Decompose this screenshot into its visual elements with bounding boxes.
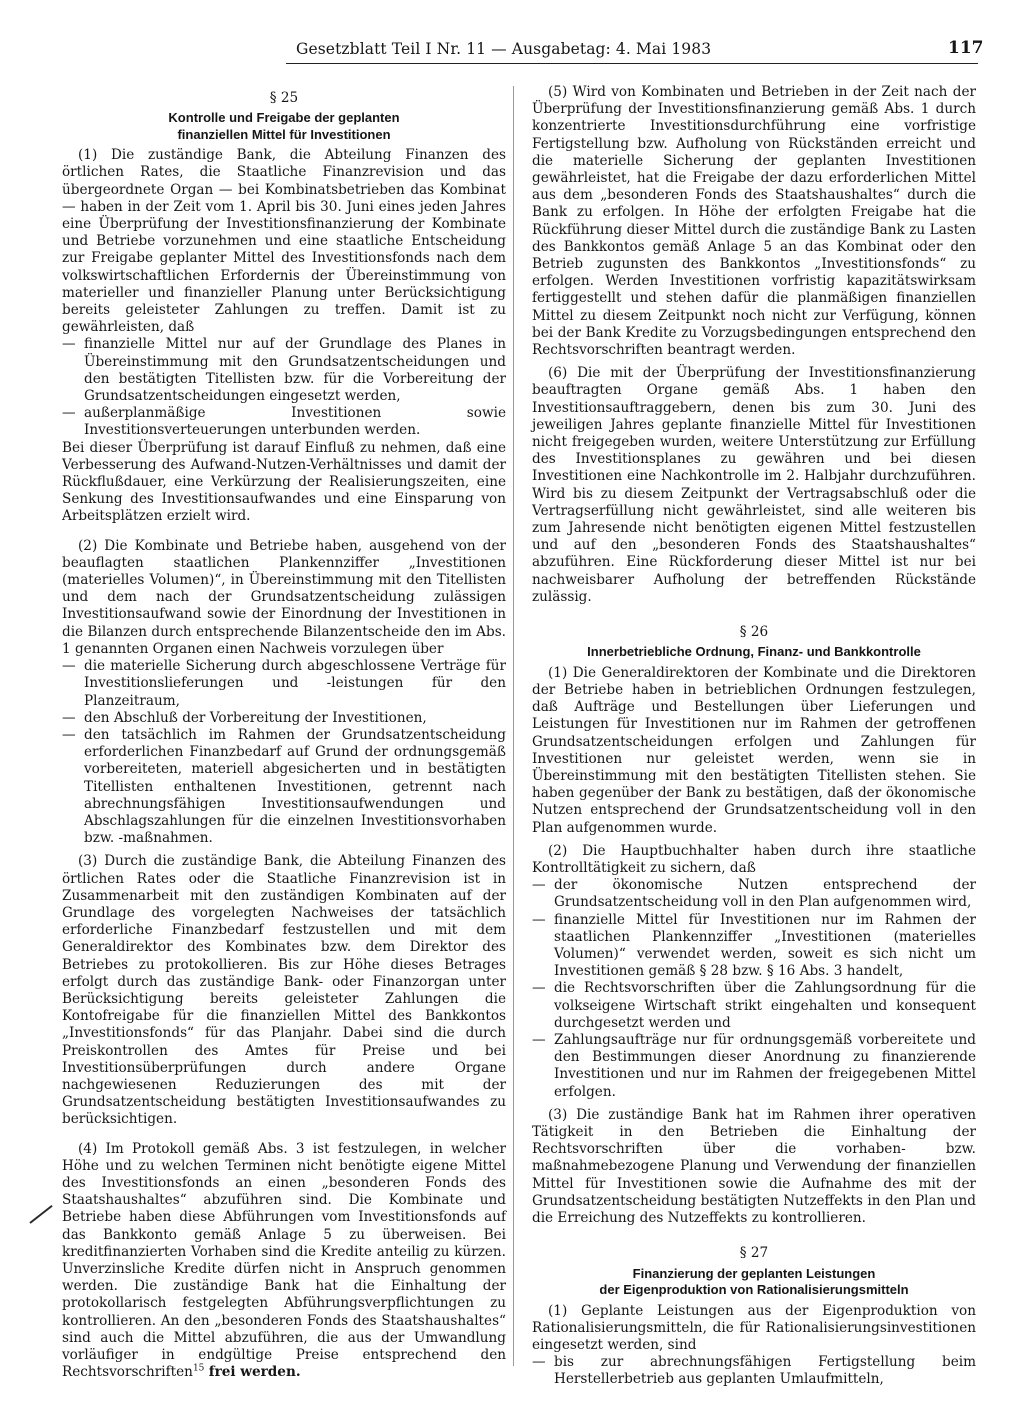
- dash-bullet: —: [532, 1354, 546, 1371]
- list-item-text: Zahlungsaufträge nur für ordnungsgemäß vorbereitete und den Bestimmungen dieser Anordnung zu finanzierende Investitionen und nur im Rahmen der freigegebenen Mittel erfolgen.: [554, 1032, 976, 1100]
- dash-bullet: —: [62, 405, 76, 422]
- list-item-text: die materielle Sicherung durch abgeschlossene Verträge für Investitionslieferungen und -leistungen für den Planzeitraum,: [84, 658, 506, 709]
- section-25-title: [62, 110, 506, 143]
- list-item: [62, 336, 506, 405]
- dash-bullet: —: [62, 726, 76, 743]
- dash-bullet: —: [62, 709, 76, 726]
- section-27-title: [532, 1266, 976, 1299]
- s25-paragraph-1-conclusion: Bei dieser Überprüfung ist darauf Einfluß zu nehmen, daß eine Verbesserung des Aufwand-Nutzen-Verhältnisses und damit der Rückflußdauer, eine Verkürzung der Realisierungszeiten, eine Senkung des Investitionsaufwandes und eine Einsparung von Arbeitsplätzen erzielt wird.: [62, 439, 506, 525]
- page-header: [0, 40, 1024, 66]
- s25-paragraph-4: [62, 1141, 506, 1382]
- list-item-text: die Rechtsvorschriften über die Zahlungsordnung für die volkseigene Wirtschaft strikt eingehalten und konsequent durchgesetzt werden und: [554, 980, 976, 1031]
- left-column: [62, 84, 506, 1387]
- section-25-title-line-1: Kontrolle und Freigabe der geplanten: [168, 110, 400, 126]
- s25-paragraph-3: (3) Durch die zuständige Bank, die Abteilung Finanzen des örtlichen Rates oder die Staatliche Finanzrevision ist in Zusammenarbeit mit den zuständigen Kombinaten auf der Grundlage des vorgelegten Nachweises der tatsächlich erforderliche Finanzbedarf festzustellen und mit dem Generaldirektor des Kombinates bzw. dem Direktor des Betriebes zu protokollieren. Bis zur Höhe dieses Betrages erfolgt durch das zuständige Bank- oder Finanzorgan unter Berücksichtigung bereits geleisteter Zahlungen die Kontofreigabe für die finanziellen Mittel des Bankkontos „Investitionsfonds“ für das Planjahr. Dabei sind die durch Preiskontrollen des Amtes für Preise und bei Investitionsüberprüfungen durch andere Organe nachgewiesenen Reduzierungen des mit der Grundsatzentscheidung bestätigten Investitionsaufwandes zu berücksichtigen.: [62, 853, 506, 1128]
- section-26-number: § 26: [739, 624, 769, 641]
- dash-bullet: —: [532, 911, 546, 928]
- list-item-text: bis zur abrechnungsfähigen Fertigstellung beim Herstellerbetrieb aus geplanten Umlaufmitteln,: [554, 1354, 976, 1388]
- s25-paragraph-4-end: frei werden.: [208, 1364, 301, 1381]
- list-item-text: finanzielle Mittel für Investitionen nur im Rahmen der staatlichen Plankennziffer „Investitionen (materielles Volumen)“ verwendet werden, soweit es sich nicht um Investitionen gemäß § 28 bzw. § 16 Abs. 3 handelt,: [554, 911, 976, 980]
- s26-paragraph-1: (1) Die Generaldirektoren der Kombinate und die Direktoren der Betriebe haben in betrieblichen Ordnungen festzulegen, daß Aufträge und Bestellungen über Lieferungen und Leistungen für Investitionen nur im Rahmen der getroffenen Grundsatzentscheidungen erfolgen und Zahlungen für Investitionen nur geleistet werden, wenn sie in Übereinstimmung mit den bestätigten Titellisten stehen. Sie haben gegenüber der Bank zu bestätigen, daß der ökonomische Nutzen entsprechend der Grundsatzentscheidung voll in den Plan aufgenommen wurde.: [532, 664, 976, 836]
- section-27-number: § 27: [739, 1245, 769, 1262]
- dash-bullet: —: [532, 877, 546, 894]
- list-item: [62, 727, 506, 847]
- list-item-text: finanzielle Mittel nur auf der Grundlage des Planes in Übereinstimmung mit den Grundsatzentscheidungen und den bestätigten Titellisten bzw. für die Vorbereitung der Grundsatzentscheidungen eingesetzt werden,: [84, 336, 506, 405]
- list-item: [62, 405, 506, 439]
- list-item-text: außerplanmäßige Investitionen sowie Investitionsverteuerungen unterbunden werden.: [84, 405, 506, 439]
- list-item: [532, 1354, 976, 1388]
- section-27-title-line-1: Finanzierung der geplanten Leistungen: [632, 1265, 876, 1281]
- margin-pen-mark: [29, 1205, 52, 1224]
- s27-paragraph-1: (1) Geplante Leistungen aus der Eigenproduktion von Rationalisierungsmitteln, die für Rationalisierungsinvestitionen eingesetzt werden, sind: [532, 1302, 976, 1353]
- s25-paragraph-6: (6) Die mit der Überprüfung der Investitionsfinanzierung beauftragten Organe gemäß Abs. 1 haben den Investitionsauftraggebern, denen bis zum 30. Juni des jeweiligen Jahres geplante finanzielle Mittel für Investitionen nicht freigegeben wurden, weitere Unterstützung zur Erfüllung des Investitionsplanes zu gewähren und bei diesen Investitionen eine Nachkontrolle im 2. Halbjahr durchzuführen. Wird bis zu diesem Zeitpunkt der Vertragsabschluß oder die Vertragserfüllung nicht gewährleistet, sind alle weiteren bis zum Jahresende nicht benötigten eigenen Mittel festzustellen und auf den „besonderen Fonds des Staatshaushaltes“ abzuführen. Eine Rückforderung dieser Mittel ist nur bei nachweisbarer Aufholung der betreffenden Rückstände zulässig.: [532, 365, 976, 605]
- list-item: [532, 980, 976, 1032]
- list-item-text: der ökonomische Nutzen entsprechend der Grundsatzentscheidung voll in den Plan aufgenommen wird,: [554, 877, 976, 911]
- s25-paragraph-2: (2) Die Kombinate und Betriebe haben, ausgehend von der beauflagten staatlichen Plankennziffer „Investitionen (materielles Volumen)“, in Übereinstimmung mit den Titellisten und dem nach der Grundsatzentscheidung zulässigen Investitionsaufwand sowie der Einordnung der Investitionen in die Bilanzen durch entsprechende Bilanzentscheide den im Abs. 1 genannten Organen einen Nachweis vorzulegen über: [62, 537, 506, 657]
- dash-bullet: —: [62, 658, 76, 675]
- dash-bullet: —: [532, 980, 546, 997]
- page-number: 117: [948, 38, 984, 58]
- list-item: [62, 710, 506, 727]
- dash-bullet: —: [62, 336, 76, 353]
- s26-paragraph-2: (2) Die Hauptbuchhalter haben durch ihre staatliche Kontrolltätigkeit zu sichern, daß: [532, 842, 976, 877]
- header-rule: [286, 63, 978, 64]
- s25-paragraph-4-text: (4) Im Protokoll gemäß Abs. 3 ist festzulegen, in welcher Höhe und zu welchen Terminen nicht benötigte eigene Mittel des Investitionsfonds an einen „besonderen Fonds des Staatshaushaltes“ abzuführen sind. Die Kombinate und Betriebe haben diese Abführungen vom Investitionsfonds auf das Bankkonto gemäß Anlage 5 zu überweisen. Bei kreditfinanzierten Vorhaben sind die Kredite anteilig zu kürzen. Unverzinsliche Kredite dürfen nicht in Anspruch genommen werden. Die zuständige Bank hat die Einhaltung der protokollarisch festgelegten Abführungsverpflichtungen zu kontrollieren. An den „besonderen Fonds des Staatshaushaltes“ sind auch die Mittel abzuführen, die aus der Umwandlung vorläufiger in endgültige Preise entsprechend den Rechtsvorschriften: [62, 1140, 506, 1381]
- header-title: Gesetzblatt Teil I Nr. 11 — Ausgabetag: 4. Mai 1983: [296, 40, 712, 58]
- section-25-number: § 25: [269, 90, 299, 106]
- list-item: [532, 912, 976, 981]
- list-item: [62, 658, 506, 710]
- right-column: [532, 84, 976, 1389]
- s25-paragraph-5: (5) Wird von Kombinaten und Betrieben in der Zeit nach der Überprüfung der Investitionsfinanzierung gemäß Abs. 1 durch konzentrierte Investitionsdurchführung eine vorfristige Fertigstellung bzw. Aufholung von Rückständen erreicht und die materielle Sicherung der geplanten Investitionen gewährleistet, hat die Freigabe der dazu erforderlichen Mittel aus dem „besonderen Fonds des Staatshaushaltes“ durch die Bank zu erfolgen. In Höhe der erfolgten Freigabe hat die Rückführung dieser Mittel durch die zuständige Bank zu Lasten des Bankkontos gemäß Anlage 5 an das Kombinat oder den Betrieb zugunsten des Bankkontos „Investitionsfonds“ zu erfolgen. Werden Investitionen vorfristig kapazitätswirksam fertiggestellt und stehen dafür die planmäßigen finanziellen Mittel zu diesem Zeitpunkt noch nicht zur Verfügung, können bei der Bank Kredite zu Vorzugsbedingungen entsprechend den Rechtsvorschriften beantragt werden.: [532, 84, 976, 359]
- s25-paragraph-1: (1) Die zuständige Bank, die Abteilung Finanzen des örtlichen Rates, die Staatliche Finanzrevision und das übergeordnete Organ — bei Kombinatsbetrieben das Kombinat — haben in der Zeit vom 1. April bis 30. Juni eines jeden Jahres eine Überprüfung der Investitionsfinanzierung der Kombinate und Betriebe vorzunehmen und eine staatliche Entscheidung zur Freigabe geplanter Mittel des Investitionsfonds nach dem volkswirtschaftlichen Erfordernis der Übereinstimmung von materieller und finanzieller Planung unter Berücksichtigung bereits geleisteter Zahlungen zu treffen. Damit ist zu gewährleisten, daß: [62, 147, 506, 336]
- column-separator: [513, 86, 514, 1366]
- s26-paragraph-3: (3) Die zuständige Bank hat im Rahmen ihrer operativen Tätigkeit in den Betrieben die Einhaltung der Rechtsvorschriften über die vorhaben- bzw. maßnahmebezogene Planung und Verwendung der finanziellen Mittel für Investitionen sowie die Aufnahme des mit der Grundsatzentscheidung bestätigten Nutzeffekts in den Plan und die Erreichung des Nutzeffekts zu kontrollieren.: [532, 1106, 976, 1227]
- list-item-text: den Abschluß der Vorbereitung der Investitionen,: [84, 709, 427, 726]
- list-item: [532, 1032, 976, 1101]
- section-27-title-line-2: der Eigenproduktion von Rationalisierungsmitteln: [599, 1282, 909, 1297]
- list-item: [532, 877, 976, 911]
- section-26-title: Innerbetriebliche Ordnung, Finanz- und Bankkontrolle: [587, 644, 921, 660]
- footnote-marker: 15: [192, 1363, 205, 1374]
- list-item-text: den tatsächlich im Rahmen der Grundsatzentscheidung erforderlichen Finanzbedarf auf Grund der ordnungsgemäß vorbereiteten, materiell abgesicherten und in bestätigten Titellisten enthaltenen Investitionen, getrennt nach abrechnungsfähigen Investitionsaufwendungen und Abschlagszahlungen für die einzelnen Investitionsvorhaben bzw. -maßnahmen.: [84, 726, 506, 847]
- section-25-title-line-2: finanziellen Mittel für Investitionen: [177, 126, 391, 142]
- dash-bullet: —: [532, 1032, 546, 1049]
